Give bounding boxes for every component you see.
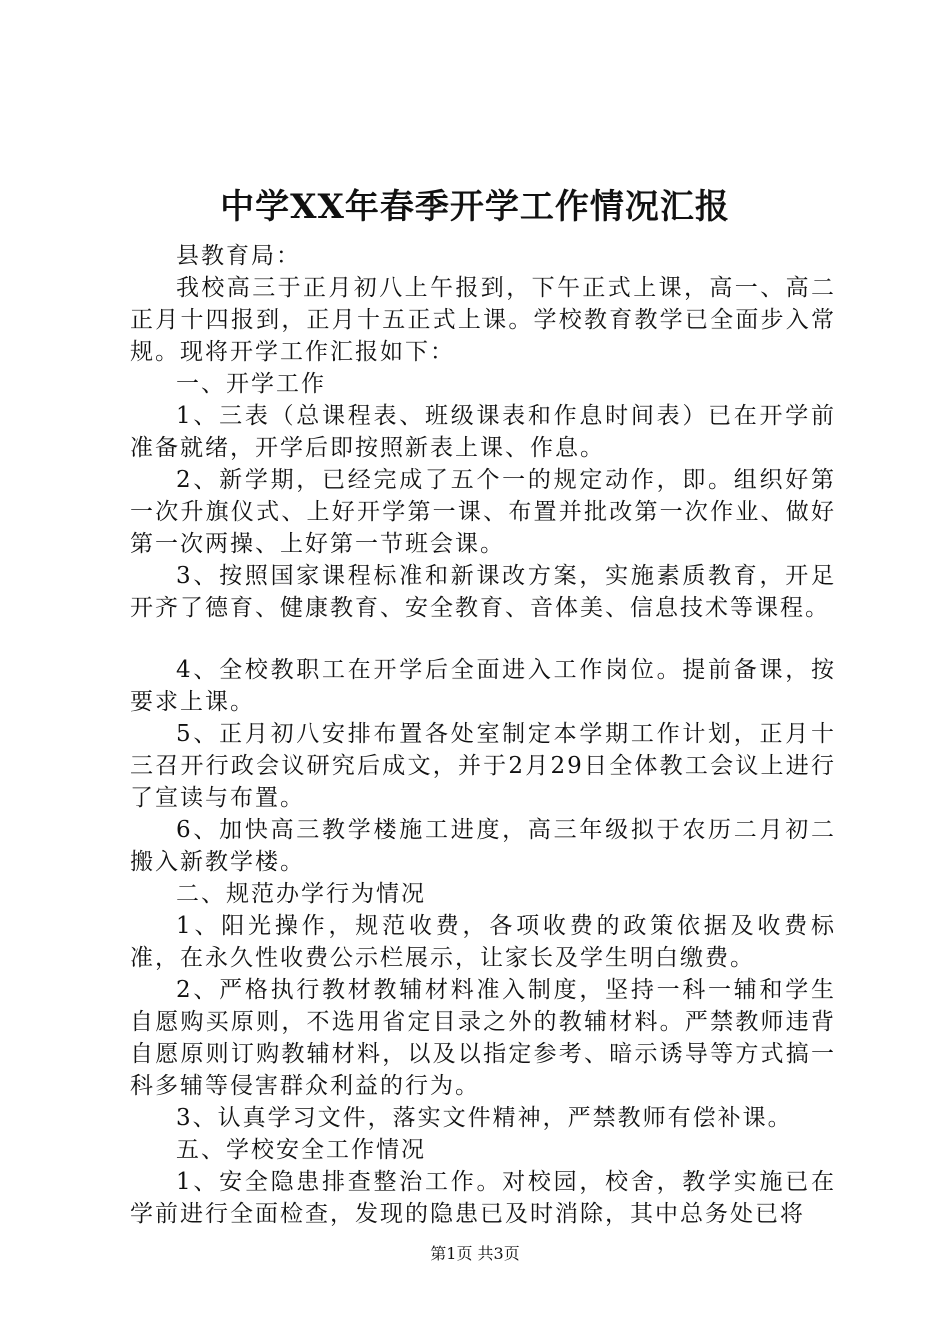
section-heading-opening-work: 一、开学工作 xyxy=(176,371,326,397)
section-heading-school-conduct: 二、规范办学行为情况 xyxy=(176,881,426,907)
section-heading-safety: 五、学校安全工作情况 xyxy=(176,1137,426,1163)
salutation: 县教育局： xyxy=(176,243,301,269)
paragraph-item-3: 3、按照国家课程标准和新课改方案，实施素质教育，开足开齐了德育、健康教育、安全教育、音体美、信息技术等课程。 xyxy=(130,563,836,621)
paragraph-item-4: 4、全校教职工在开学后全面进入工作岗位。提前备课，按要求上课。 xyxy=(130,657,836,715)
document-title: 中学XX年春季开学工作情况汇报 xyxy=(220,187,730,227)
paragraph-conduct-3: 3、认真学习文件，落实文件精神，严禁教师有偿补课。 xyxy=(176,1105,793,1131)
paragraph-item-2: 2、新学期，已经完成了五个一的规定动作，即。组织好第一次升旗仪式、上好开学第一课、布置并批改第一次作业、做好第一次两操、上好第一节班会课。 xyxy=(130,467,836,557)
paragraph-intro: 我校高三于正月初八上午报到，下午正式上课，高一、高二正月十四报到，正月十五正式上课。学校教育教学已全面步入常规。现将开学工作汇报如下： xyxy=(130,275,836,365)
paragraph-conduct-1: 1、阳光操作，规范收费，各项收费的政策依据及收费标准，在永久性收费公示栏展示，让家长及学生明白缴费。 xyxy=(130,913,836,971)
page-footer: 第1页 共3页 xyxy=(430,1244,520,1263)
document-body xyxy=(130,240,836,1230)
paragraph-item-1: 1、三表（总课程表、班级课表和作息时间表）已在开学前准备就绪，开学后即按照新表上课、作息。 xyxy=(130,403,836,461)
paragraph-item-6: 6、加快高三教学楼施工进度，高三年级拟于农历二月初二搬入新教学楼。 xyxy=(130,817,836,875)
paragraph-item-5: 5、正月初八安排布置各处室制定本学期工作计划，正月十三召开行政会议研究后成文，并于2月29日全体教工会议上进行了宣读与布置。 xyxy=(130,721,836,811)
paragraph-conduct-2: 2、严格执行教材教辅材料准入制度，坚持一科一辅和学生自愿购买原则，不选用省定目录之外的教辅材料。严禁教师违背自愿原则订购教辅材料，以及以指定参考、暗示诱导等方式搞一科多辅等侵害群众利益的行为。 xyxy=(130,977,836,1099)
paragraph-safety-1: 1、安全隐患排查整治工作。对校园，校舍，教学实施已在学前进行全面检查，发现的隐患已及时消除，其中总务处已将 xyxy=(130,1169,836,1227)
